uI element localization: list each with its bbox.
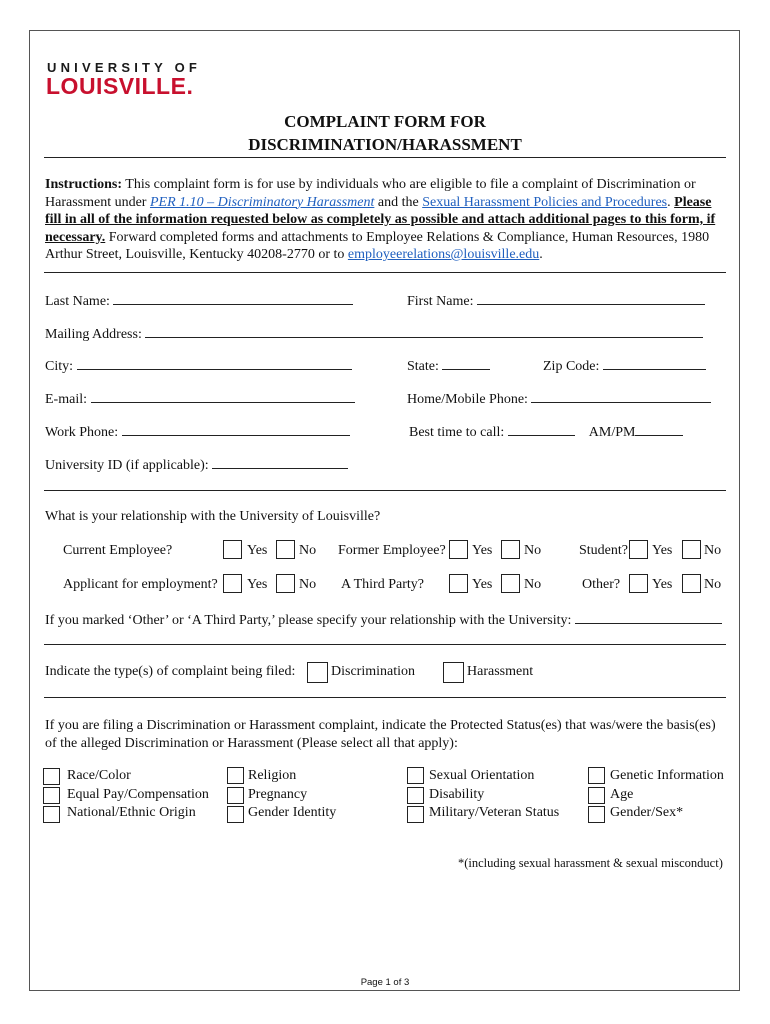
former-employee-no-checkbox[interactable]: [501, 540, 520, 559]
specify-relationship-input[interactable]: [575, 611, 722, 624]
former-employee-yes-label: Yes: [472, 543, 493, 558]
contact-divider: [44, 490, 726, 491]
instructions-text3: .: [667, 194, 675, 210]
current-employee-no-label: No: [299, 543, 317, 558]
applicant-yes-checkbox[interactable]: [223, 574, 242, 593]
student-yes-label: Yes: [652, 543, 673, 558]
relationship-question: What is your relationship with the University of Louisville?: [45, 509, 381, 524]
first-name-field: [407, 292, 705, 310]
disability-checkbox[interactable]: [407, 787, 424, 804]
email-link[interactable]: employeerelations@louisville.edu: [347, 247, 540, 262]
national-origin-label: National/Ethnic Origin: [67, 805, 196, 820]
current-employee-yes-checkbox[interactable]: [223, 540, 242, 559]
per-link[interactable]: PER 1.10 – Discriminatory Harassment: [149, 194, 375, 210]
gender-sex-label: Gender/Sex*: [610, 805, 684, 820]
city-label: City:: [45, 359, 74, 374]
university-id-field: [45, 456, 348, 474]
logo-university-of: UNIVERSITY OF: [47, 60, 202, 75]
third-party-label: A Third Party?: [341, 577, 424, 592]
logo-louisville: [46, 73, 193, 100]
other-yes-label: Yes: [652, 577, 673, 592]
genetic-information-label: Genetic Information: [610, 768, 724, 783]
pregnancy-label: Pregnancy: [248, 787, 308, 802]
protected-footnote: *(including sexual harassment & sexual misconduct): [458, 856, 723, 870]
instructions-divider: [44, 272, 726, 273]
gender-sex-checkbox[interactable]: [588, 806, 605, 823]
work-phone-label: Work Phone:: [45, 425, 119, 440]
other-no-label: No: [704, 577, 722, 592]
best-time-field: [409, 423, 683, 441]
protected-status-intro: If you are filing a Discrimination or Harassment complaint, indicate the Protected Status(es) that was/were the basis(es) of the alleged Discrimination or Harassment (Please select all that apply):: [45, 718, 716, 751]
instructions-text4: Forward completed forms and attachments to Employee Relations & Compliance, Human Resources, 1980 Arthur Street, Louisville, Kentucky 40208-2770 or to: [45, 229, 710, 262]
university-id-label: University ID (if applicable):: [45, 458, 209, 473]
work-phone-input[interactable]: [122, 423, 350, 436]
best-time-input[interactable]: [508, 423, 575, 436]
applicant-label: Applicant for employment?: [63, 577, 218, 592]
disability-label: Disability: [429, 787, 485, 802]
city-input[interactable]: [77, 357, 352, 370]
last-name-input[interactable]: [113, 292, 353, 305]
form-title-line2: DISCRIMINATION/HARASSMENT: [248, 135, 522, 154]
logo-louisville-text: LOUISVILLE: [46, 73, 187, 99]
home-phone-input[interactable]: [531, 390, 711, 403]
current-employee-no-checkbox[interactable]: [276, 540, 295, 559]
age-label: Age: [610, 787, 634, 802]
city-field: [45, 357, 352, 375]
former-employee-yes-checkbox[interactable]: [449, 540, 468, 559]
last-name-label: Last Name:: [45, 294, 110, 309]
state-label: State:: [407, 359, 439, 374]
instructions-text1: This complaint form is for use by individuals who are eligible to file a complaint of Discrimination or Harassment under: [45, 177, 696, 210]
logo-dot: .: [186, 73, 194, 99]
military-veteran-label: Military/Veteran Status: [429, 805, 560, 820]
instructions-text2: and the: [374, 194, 423, 210]
zip-input[interactable]: [603, 357, 706, 370]
complaint-type-divider: [44, 697, 726, 698]
email-field: [45, 390, 355, 408]
email-label: E-mail:: [45, 392, 87, 407]
university-id-input[interactable]: [212, 456, 348, 469]
instructions-text5: .: [539, 247, 543, 262]
gender-identity-label: Gender Identity: [248, 805, 337, 820]
zip-label: Zip Code:: [543, 359, 600, 374]
third-party-yes-checkbox[interactable]: [449, 574, 468, 593]
age-checkbox[interactable]: [588, 787, 605, 804]
race-color-label: Race/Color: [67, 768, 131, 783]
instructions-label: Instructions:: [45, 177, 123, 192]
home-phone-label: Home/Mobile Phone:: [407, 392, 528, 407]
other-label: Other?: [582, 577, 621, 592]
current-employee-label: Current Employee?: [63, 543, 173, 558]
applicant-no-checkbox[interactable]: [276, 574, 295, 593]
instructions: [45, 176, 730, 264]
sexual-orientation-label: Sexual Orientation: [429, 768, 535, 783]
national-origin-checkbox[interactable]: [43, 806, 60, 823]
specify-relationship-label: If you marked ‘Other’ or ‘A Third Party,’ please specify your relationship with the University:: [45, 613, 572, 628]
best-time-label: Best time to call:: [409, 425, 505, 440]
work-phone-field: [45, 423, 350, 441]
zip-field: [543, 357, 706, 375]
equal-pay-checkbox[interactable]: [43, 787, 60, 804]
third-party-no-checkbox[interactable]: [501, 574, 520, 593]
former-employee-no-label: No: [524, 543, 542, 558]
sexual-orientation-checkbox[interactable]: [407, 767, 424, 784]
state-input[interactable]: [442, 357, 490, 370]
home-phone-field: [407, 390, 711, 408]
current-employee-yes-label: Yes: [247, 543, 268, 558]
race-color-checkbox[interactable]: [43, 768, 60, 785]
student-yes-checkbox[interactable]: [629, 540, 648, 559]
student-no-checkbox[interactable]: [682, 540, 701, 559]
mailing-address-field: [45, 325, 703, 343]
discrimination-checkbox[interactable]: [307, 662, 328, 683]
other-no-checkbox[interactable]: [682, 574, 701, 593]
email-input[interactable]: [91, 390, 355, 403]
military-veteran-checkbox[interactable]: [407, 806, 424, 823]
genetic-information-checkbox[interactable]: [588, 767, 605, 784]
instructions-bold: Please fill in all of the information requested below as completely as possible and attach additional pages to this form, if necessary.: [45, 194, 716, 245]
discrimination-label: Discrimination: [331, 664, 415, 679]
title-divider: [44, 157, 726, 158]
state-field: [407, 357, 490, 375]
third-party-yes-label: Yes: [472, 577, 493, 592]
complaint-type-label: Indicate the type(s) of complaint being filed:: [45, 664, 296, 679]
policy-link[interactable]: Sexual Harassment Policies and Procedures: [422, 194, 668, 210]
first-name-label: First Name:: [407, 294, 474, 309]
student-no-label: No: [704, 543, 722, 558]
pregnancy-checkbox[interactable]: [227, 787, 244, 804]
ampm-label: AM/PM: [588, 425, 636, 440]
third-party-no-label: No: [524, 577, 542, 592]
first-name-input[interactable]: [477, 292, 705, 305]
last-name-field: [45, 292, 353, 310]
page-number: Page 1 of 3: [360, 977, 410, 988]
applicant-yes-label: Yes: [247, 577, 268, 592]
mailing-address-label: Mailing Address:: [45, 327, 142, 342]
relationship-divider: [44, 644, 726, 645]
harassment-checkbox[interactable]: [443, 662, 464, 683]
gender-identity-checkbox[interactable]: [227, 806, 244, 823]
former-employee-label: Former Employee?: [338, 543, 446, 558]
other-yes-checkbox[interactable]: [629, 574, 648, 593]
religion-label: Religion: [248, 768, 297, 783]
religion-checkbox[interactable]: [227, 767, 244, 784]
form-title-line1: COMPLAINT FORM FOR: [284, 112, 486, 131]
equal-pay-label: Equal Pay/Compensation: [67, 787, 209, 802]
student-label: Student?: [579, 543, 628, 558]
mailing-address-input[interactable]: [145, 325, 703, 338]
harassment-label: Harassment: [467, 664, 534, 679]
applicant-no-label: No: [299, 577, 317, 592]
specify-relationship-field: [45, 611, 722, 629]
ampm-input[interactable]: [635, 423, 683, 436]
